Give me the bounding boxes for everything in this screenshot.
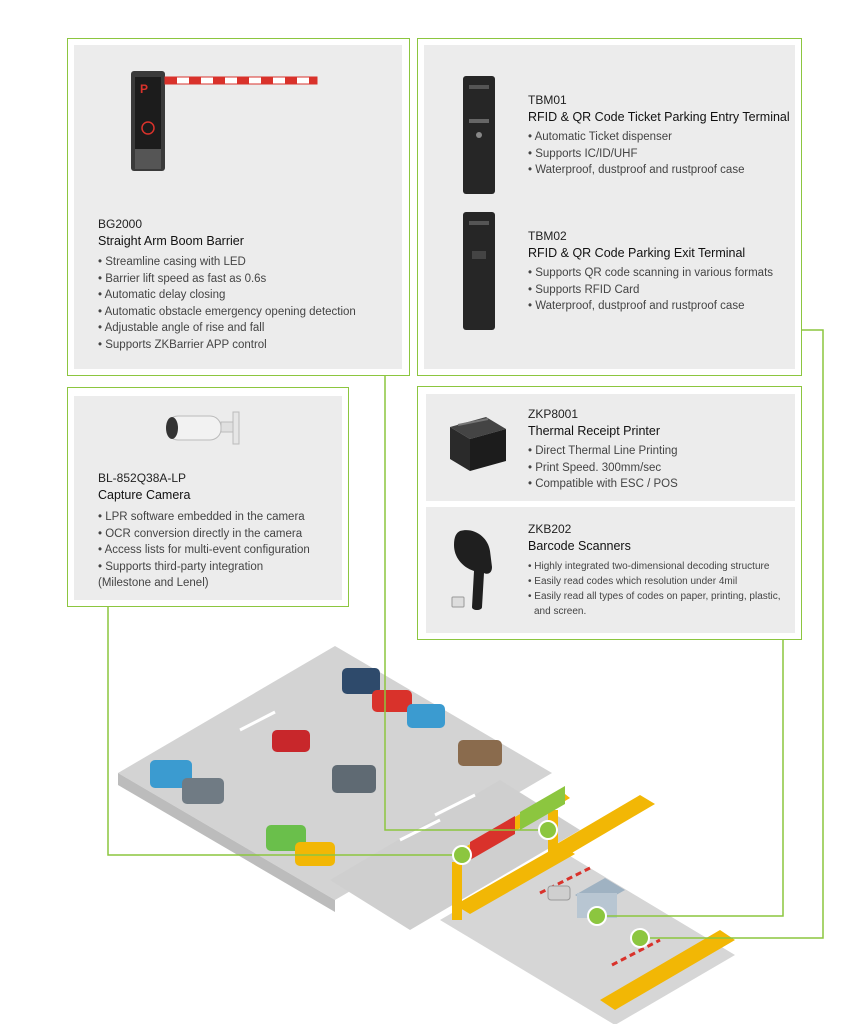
barcode-scanner-icon [448,527,508,613]
zkp8001-name: Thermal Receipt Printer [528,424,660,438]
feature-item: • Supports IC/ID/UHF [528,146,744,163]
connector-dots [453,821,649,947]
guard-booth-body [577,893,617,918]
car-blue [407,704,445,728]
feature-item: • Supports third-party integration [98,559,310,576]
dot-printer [588,907,606,925]
feature-item: • Streamline casing with LED [98,254,356,271]
parking-lot-edge [118,773,335,912]
panel-bg2000 [67,38,410,376]
parking-lot-floor [118,646,552,900]
feature-item: • LPR software embedded in the camera [98,509,310,526]
bg2000-model: BG2000 [98,217,143,231]
gate-arch-beam [452,790,570,863]
dot-barrier [539,821,557,839]
car-green [266,825,306,851]
feature-item: • Adjustable angle of rise and fall [98,320,356,337]
car-navy [342,668,380,694]
camera-model: BL-852Q38A-LP [98,471,187,485]
guard-booth [575,878,625,907]
bullet-camera-icon [163,408,243,450]
feature-item: • Barrier lift speed as fast as 0.6s [98,271,356,288]
zkp8001-features [528,443,678,493]
exit-terminal-icon [462,211,496,331]
receipt-printer-icon [444,409,510,475]
car-silver [548,886,570,900]
zkb202-name: Barcode Scanners [528,539,631,553]
exit-ramp [330,780,580,930]
feature-item: • Compatible with ESC / POS [528,476,678,493]
connector-camera [108,607,462,855]
car-gray-2 [332,765,376,793]
lane-road [440,850,735,1024]
car-gray [182,778,224,804]
car-red-2 [272,730,310,752]
entry-terminal-icon [462,75,496,195]
feature-item: • OCR conversion directly in the camera [98,526,310,543]
hazard-stripe-left [455,845,575,914]
feature-item: • Print Speed. 300mm/sec [528,460,678,477]
barrier-letter: P [140,82,149,96]
boom-barrier-icon [128,63,328,173]
feature-item: • Waterproof, dustproof and rustproof case [528,162,744,179]
dot-tbm [631,929,649,947]
zkp8001-model: ZKP8001 [528,407,579,421]
feature-item: • Waterproof, dustproof and rustproof case [528,298,773,315]
tbm02-name: RFID & QR Code Parking Exit Terminal [528,246,746,260]
car-brown [458,740,502,766]
zkb202-features [528,559,781,619]
feature-item: • Supports RFID Card [528,282,773,299]
camera-name: Capture Camera [98,488,191,502]
feature-item: • Easily read codes which resolution under 4mil [528,574,781,589]
car-blue-2 [150,760,192,788]
car-red [372,690,412,712]
panel-camera [67,387,349,607]
car-yellow [295,842,335,866]
gate-sign-green [520,786,565,830]
feature-item: • Supports ZKBarrier APP control [98,337,356,354]
cars [150,668,570,900]
tbm01-model: TBM01 [528,93,567,107]
lane-arrows [240,712,475,840]
hazard-stripe-top [555,795,655,854]
feature-item: • Supports QR code scanning in various formats [528,265,773,282]
barrier-arm-scene-2 [612,940,660,965]
zkb202-model: ZKB202 [528,522,572,536]
barrier-arm-scene [540,868,590,893]
feature-item-continued: (Milestone and Lenel) [98,577,209,589]
tbm02-model: TBM02 [528,229,567,243]
bg2000-name: Straight Arm Boom Barrier [98,234,244,248]
connector-printer [597,640,783,916]
panel-tbm [417,38,802,376]
camera-features [98,509,310,592]
bg2000-features [98,254,356,353]
gate-sign-red [470,816,515,860]
gate-post-left [452,862,462,920]
feature-item: • Direct Thermal Line Printing [528,443,678,460]
panel-printer-scanner [417,386,802,640]
feature-item: • Automatic delay closing [98,287,356,304]
tbm02-features [528,265,773,315]
feature-item: • Access lists for multi-event configuration [98,542,310,559]
gate-post-right [548,810,558,858]
feature-item: • Easily read all types of codes on paper, printing, plastic, [528,589,781,604]
tbm01-features [528,129,744,179]
feature-item-continued: and screen. [534,606,587,617]
tbm01-name: RFID & QR Code Ticket Parking Entry Terminal [528,110,790,124]
feature-item: • Automatic obstacle emergency opening detection [98,304,356,321]
hazard-stripe-bottom [600,930,735,1010]
feature-item: • Highly integrated two-dimensional decoding structure [528,559,781,574]
dot-camera [453,846,471,864]
feature-item: • Automatic Ticket dispenser [528,129,744,146]
hazard-stripe-right [555,810,740,1000]
